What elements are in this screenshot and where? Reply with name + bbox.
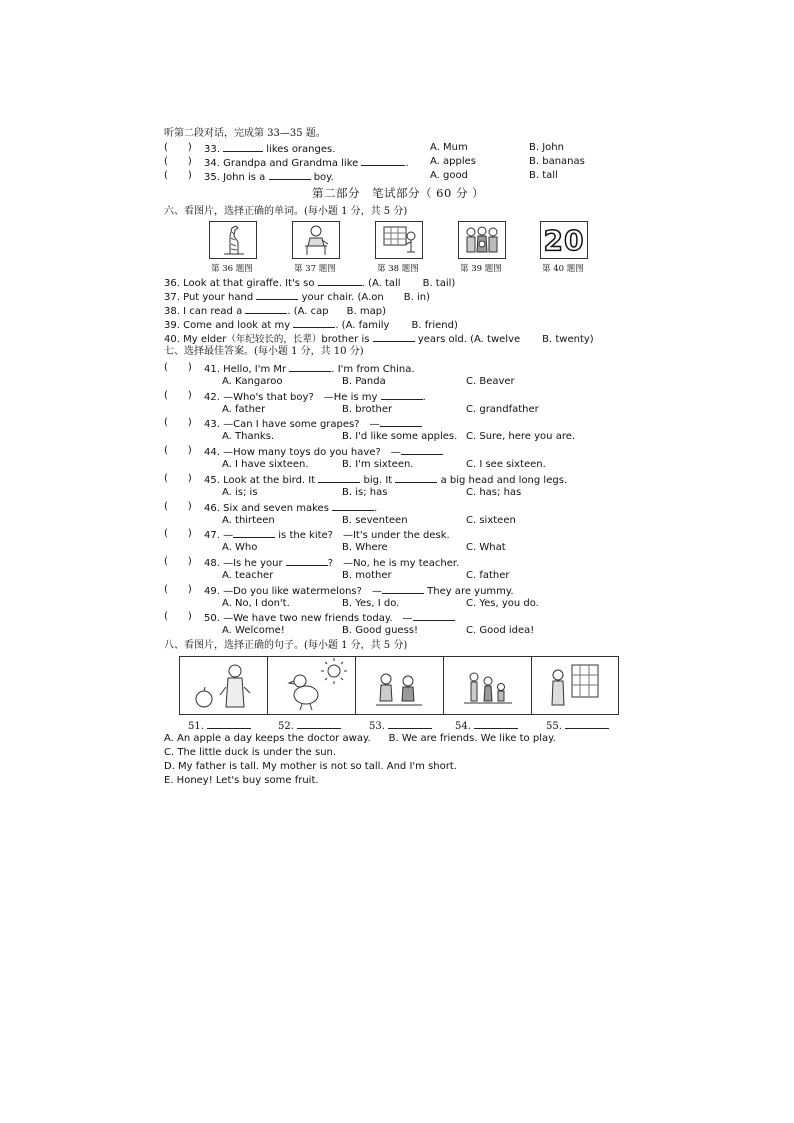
question-stem: 50. —We have two new friends today. — <box>204 611 455 625</box>
option-a[interactable]: A. good <box>430 170 468 181</box>
question-stem: 48. —Is he your ? —No, he is my teacher. <box>204 557 460 569</box>
word-item: 40. My elder（年纪较长的，长辈）brother is years old. (A. twelve B. twenty) <box>164 334 594 345</box>
answer-blank[interactable] <box>380 417 422 427</box>
question-stem: 42. —Who's that boy? —He is my . <box>204 391 426 403</box>
section7-title: 七、选择最佳答案。(每小题 1 分，共 10 分) <box>164 346 364 357</box>
question-stem: 44. —How many toys do you have? — <box>204 445 443 459</box>
answer-blank[interactable] <box>395 473 437 483</box>
listening-intro: 听第二段对话，完成第 33—35 题。 <box>164 128 326 139</box>
picture-caption: 第 37 题图 <box>294 264 336 274</box>
word-item: 38. I can read a . (A. cap B. map) <box>164 306 386 317</box>
answer-parenthesis[interactable]: ( ) <box>164 472 192 484</box>
answer-blank[interactable] <box>297 719 341 729</box>
answer-blank[interactable] <box>233 528 275 538</box>
sentence-option: D. My father is tall. My mother is not so tall. And I'm short. <box>164 761 457 772</box>
option-b[interactable]: B. tall <box>529 170 558 181</box>
fruit-shop-picture <box>532 657 619 714</box>
sentence-option: E. Honey! Let's buy some fruit. <box>164 775 319 786</box>
answer-blank[interactable] <box>401 445 443 455</box>
option-a[interactable]: A. teacher <box>222 569 274 581</box>
answer-blank[interactable] <box>223 142 263 152</box>
answer-parenthesis[interactable]: ( ) <box>164 389 192 401</box>
answer-parenthesis[interactable]: ( ) <box>164 583 192 595</box>
section6-title: 六、看图片，选择正确的单词。(每小题 1 分，共 5 分) <box>164 206 408 217</box>
answer-blank[interactable] <box>293 318 335 328</box>
doctor-apple-picture <box>180 657 268 714</box>
option-b[interactable]: B. mother <box>342 569 392 581</box>
answer-line: 53. <box>369 719 432 733</box>
option-c[interactable]: C. Yes, you do. <box>466 597 539 609</box>
answer-blank[interactable] <box>474 719 518 729</box>
answer-blank[interactable] <box>332 501 374 511</box>
answer-blank[interactable] <box>381 390 423 400</box>
option-c[interactable]: C. father <box>466 569 510 581</box>
option-a[interactable]: A. father <box>222 403 266 415</box>
answer-blank[interactable] <box>388 719 432 729</box>
answer-parenthesis[interactable]: ( ) <box>164 362 192 373</box>
option-a[interactable]: A. Kangaroo <box>222 376 283 387</box>
question-stem: 43. —Can I have some grapes? — <box>204 417 422 431</box>
option-b[interactable]: B. is; has <box>342 486 388 498</box>
option-c[interactable]: C. has; has <box>466 486 522 498</box>
worksheet-page: 听第二段对话，完成第 33—35 题。 ( ) 33. likes oranges. A. Mum B. John ( ) 34. Grandpa and Grandma like . A. apples B. bananas ( ) 35. John is a boy. A. good B. tall 第二部分 笔试部分（ 60 分 ） 六、看图片，选择正确的单词。(每小题 1 分，共 5 分) 20 第 36 题图 第 37 题图 第 38 题图 第 39 题图 第 40 题图 36. Look at that giraffe. It's so . (A. tall B. tail) 37. Put your hand your chair. (A.on B. in) 38. I can read a . (A. cap B. map) 39. Come and look at my . (A. family B. friend) 40. My elder（年纪较长的，长辈）brother is years old. (A. twelve B. twenty) 七、选择最佳答案。(每小题 1 分，共 10 分) ( ) 41. Hello, I'm Mr . I'm from China. A. Kangaroo B. Panda C. Beaver ( ) 42. —Who's that boy? —He is my . A. father B. brother C. grandfather ( ) 43. —Can I have some grapes? — A. Thanks. B. I'd like some apples. C. Sure, here you are. ( ) 44. —How many toys do you have? — A. I have sixteen. B. I'm sixteen. C. I see sixteen. ( ) 45. Look at the bird. It big. It a big head and long legs. A. is; is B. is; has C. has; has ( ) 46. Six and seven makes . A. thirteen B. seventeen C. sixteen ( ) 47. — is the kite? —It's under the desk. A. Who B. Where C. What ( ) 48. —Is he your ? —No, he is my teacher. A. teacher B. mother C. father ( ) 49. —Do you like watermelons? — They are yummy. A. No, I don't. B. Yes, I do. C. Yes, you do. ( ) 50. —We have two new friends today. — A. Welcome! B. Good guess! C. Good idea! 八、看图片，选择正确的句子。(每小题 1 分，共 5 分) 51. 52. 53. 54. 55. A. An apple a day keeps the doctor away. B. We are friends. We like to play. C. The little duck is under the sun. D. My father is tall. My mother is not so tall. And I'm short. E. Honey! Let's buy some fruit. <box>0 0 794 1123</box>
word-item: 37. Put your hand your chair. (A.on B. in) <box>164 292 430 303</box>
answer-parenthesis[interactable]: ( ) <box>164 500 192 512</box>
option-b[interactable]: B. John <box>529 142 564 153</box>
question-stem: 47. — is the kite? —It's under the desk. <box>204 530 450 542</box>
answer-blank[interactable] <box>256 290 298 300</box>
option-c[interactable]: C. I see sixteen. <box>466 459 546 471</box>
answer-blank[interactable] <box>565 719 609 729</box>
answer-blank[interactable] <box>269 170 311 180</box>
picture-caption: 第 38 题图 <box>377 264 419 274</box>
answer-blank[interactable] <box>245 304 287 314</box>
option-a[interactable]: A. I have sixteen. <box>222 459 309 471</box>
option-a[interactable]: A. apples <box>430 156 476 167</box>
answer-blank[interactable] <box>286 556 328 566</box>
hand-on-chair-picture <box>292 221 340 259</box>
answer-parenthesis[interactable]: ( ) <box>164 555 192 567</box>
answer-blank[interactable] <box>382 584 424 594</box>
question-stem: 45. Look at the bird. It big. It a big head and long legs. <box>204 474 568 486</box>
section8-title: 八、看图片，选择正确的句子。(每小题 1 分，共 5 分) <box>164 640 408 651</box>
answer-blank[interactable] <box>318 473 360 483</box>
option-a[interactable]: A. No, I don't. <box>222 597 290 609</box>
giraffe-picture <box>209 221 257 259</box>
map-reading-picture <box>375 221 423 259</box>
answer-line: 52. <box>278 719 341 733</box>
option-b[interactable]: B. bananas <box>529 156 585 167</box>
picture-caption: 第 36 题图 <box>211 264 253 274</box>
option-a[interactable]: A. Who <box>222 542 258 554</box>
option-a[interactable]: A. is; is <box>222 486 258 498</box>
answer-parenthesis[interactable]: ( ) <box>164 611 192 623</box>
question-stem: 41. Hello, I'm Mr . I'm from China. <box>204 364 415 375</box>
option-b[interactable]: B. Good guess! <box>342 625 418 637</box>
option-c[interactable]: C. sixteen <box>466 514 516 526</box>
option-c[interactable]: C. Good idea! <box>466 625 535 637</box>
answer-blank[interactable] <box>413 611 455 621</box>
question-stem: 49. —Do you like watermelons? — They are yummy. <box>204 585 514 597</box>
option-a[interactable]: A. thirteen <box>222 514 275 526</box>
answer-blank[interactable] <box>289 362 331 372</box>
answer-blank[interactable] <box>318 276 362 286</box>
sentence-option: A. An apple a day keeps the doctor away. B. We are friends. We like to play. <box>164 733 556 744</box>
answer-parenthesis[interactable]: ( ) <box>164 528 192 540</box>
option-a[interactable]: A. Thanks. <box>222 431 275 443</box>
option-b[interactable]: B. Yes, I do. <box>342 597 400 609</box>
option-b[interactable]: B. seventeen <box>342 514 408 526</box>
answer-parenthesis[interactable]: ( ) <box>164 417 192 429</box>
answer-blank[interactable] <box>361 156 405 166</box>
family-picture <box>458 221 506 259</box>
number-twenty-picture: 20 <box>540 221 588 259</box>
word-item: 39. Come and look at my . (A. family B. friend) <box>164 320 458 331</box>
question-stem: 46. Six and seven makes . <box>204 502 378 514</box>
part2-title: 第二部分 笔试部分（ 60 分 ） <box>312 186 485 200</box>
option-b[interactable]: B. Panda <box>342 376 386 387</box>
answer-blank[interactable] <box>207 719 251 729</box>
option-b[interactable]: B. I'm sixteen. <box>342 459 414 471</box>
option-b[interactable]: B. I'd like some apples. <box>342 431 458 443</box>
option-a[interactable]: A. Welcome! <box>222 625 285 637</box>
answer-blank[interactable] <box>373 332 415 342</box>
option-c[interactable]: C. What <box>466 542 506 554</box>
option-c[interactable]: C. grandfather <box>466 403 539 415</box>
option-c[interactable]: C. Sure, here you are. <box>466 431 576 443</box>
option-a[interactable]: A. Mum <box>430 142 468 153</box>
option-b[interactable]: B. Where <box>342 542 388 554</box>
answer-line: 54. <box>455 719 518 733</box>
sentence-option: C. The little duck is under the sun. <box>164 747 337 758</box>
option-c[interactable]: C. Beaver <box>466 376 515 387</box>
answer-line: 55. <box>546 719 609 733</box>
answer-parenthesis[interactable]: ( ) <box>164 445 192 457</box>
family-height-picture <box>444 657 532 714</box>
duck-sun-picture <box>268 657 356 714</box>
friends-playing-picture <box>356 657 444 714</box>
word-item: 36. Look at that giraffe. It's so . (A. tall B. tail) <box>164 278 456 289</box>
option-b[interactable]: B. brother <box>342 403 393 415</box>
answer-line: 51. <box>188 719 251 733</box>
picture-caption: 第 39 题图 <box>460 264 502 274</box>
picture-caption: 第 40 题图 <box>542 264 584 274</box>
picture-strip <box>179 656 619 715</box>
